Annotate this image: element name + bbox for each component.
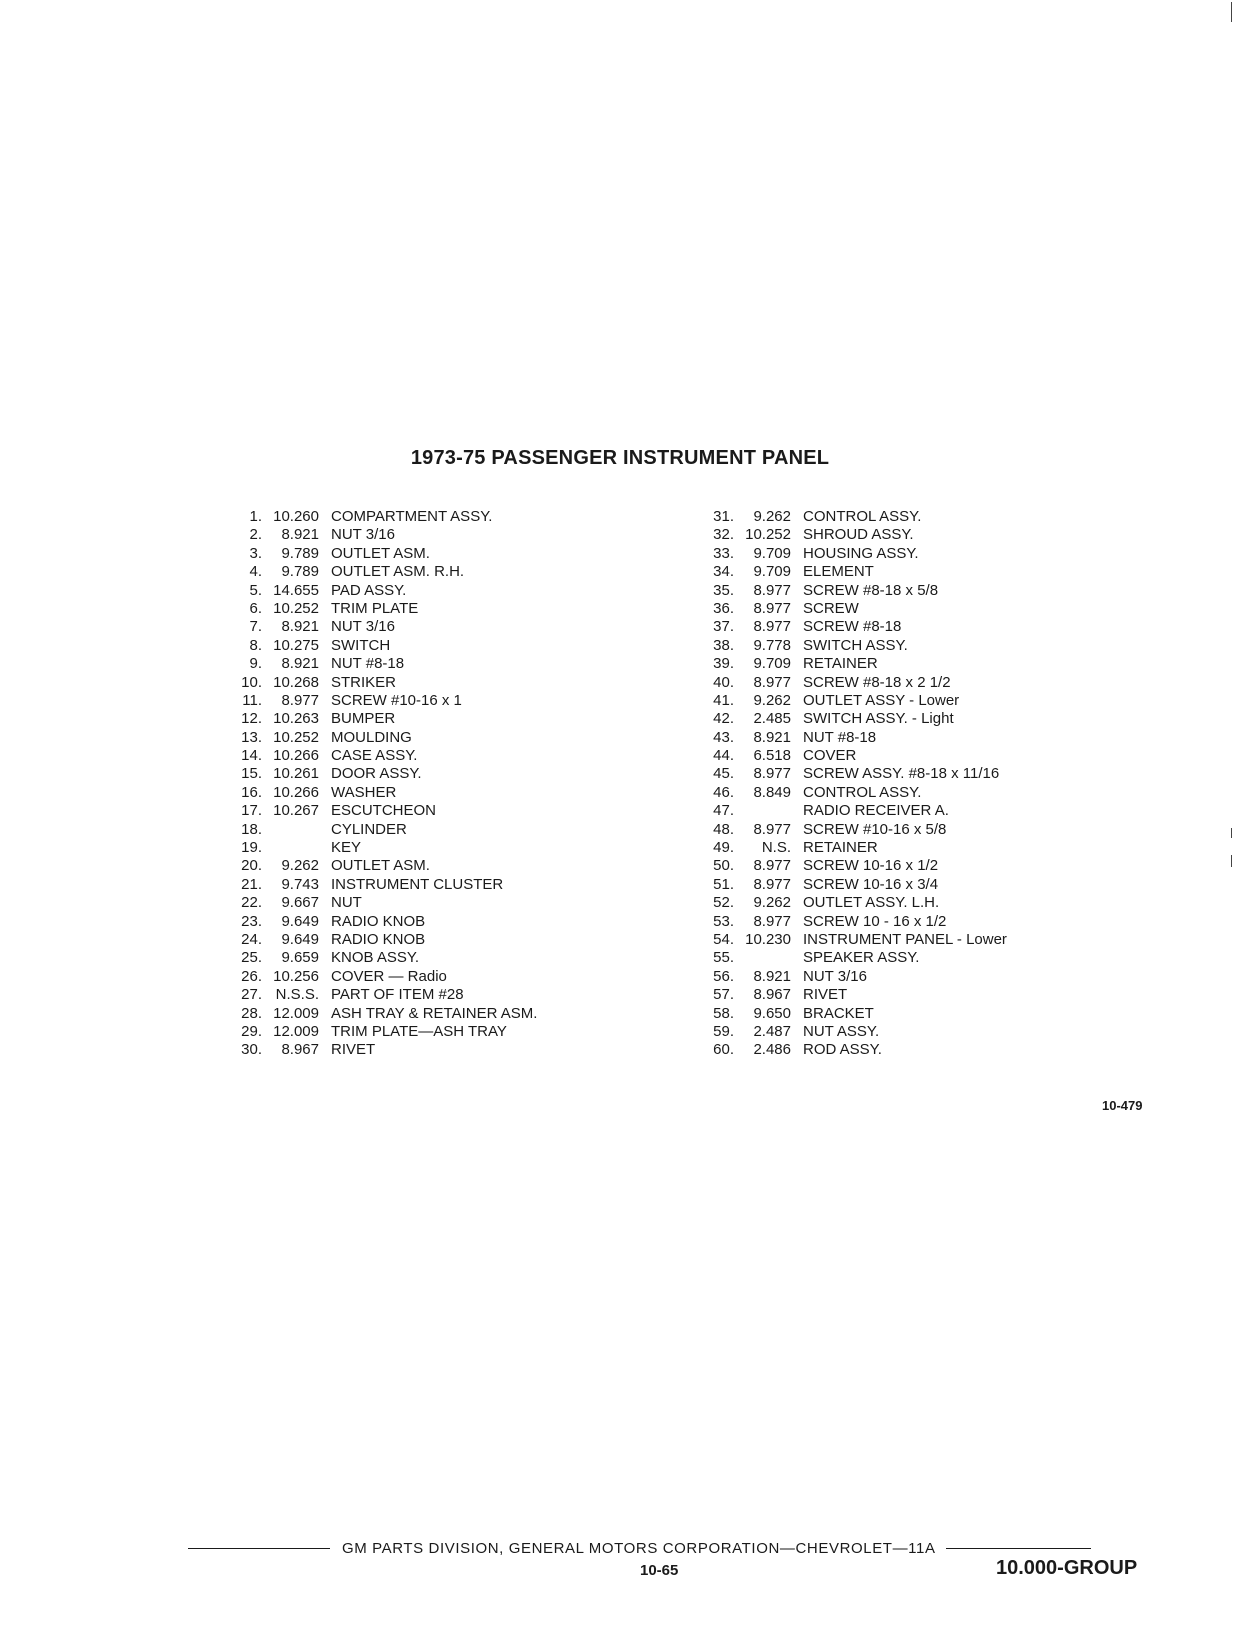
part-row xyxy=(700,710,1120,728)
part-description: PART OF ITEM #28 xyxy=(331,986,464,1004)
part-description: COMPARTMENT ASSY. xyxy=(331,508,493,525)
part-number: 37. xyxy=(713,618,734,636)
part-code xyxy=(734,949,791,967)
part-number: 28. xyxy=(241,1004,262,1022)
part-description: OUTLET ASSY - Lower xyxy=(803,691,960,709)
part-code: 9.659 xyxy=(281,949,319,967)
part-row xyxy=(700,986,1120,1004)
part-code: 8.967 xyxy=(281,1041,319,1059)
part-code: 10.266 xyxy=(273,783,319,801)
part-code: 8.921 xyxy=(281,655,319,673)
part-row xyxy=(228,931,678,949)
part-number: 40. xyxy=(713,673,734,691)
part-code: 6.518 xyxy=(753,747,791,765)
part-number: 57. xyxy=(713,986,734,1004)
scan-edge-mark xyxy=(1231,855,1232,867)
part-row xyxy=(700,600,1120,618)
part-code: 9.789 xyxy=(281,544,319,562)
part-description: SCREW #8-18 x 2 1/2 xyxy=(803,673,951,691)
part-number: 39. xyxy=(713,655,734,673)
part-code: 10.261 xyxy=(273,765,319,783)
footer-rule-right xyxy=(946,1548,1091,1550)
part-code: 9.778 xyxy=(753,636,791,654)
part-number: 23. xyxy=(241,912,262,930)
part-row xyxy=(228,894,678,912)
part-row xyxy=(700,674,1120,692)
part-description: SCREW 10-16 x 3/4 xyxy=(803,875,939,893)
part-code: 8.977 xyxy=(753,765,791,783)
part-row xyxy=(228,729,678,747)
part-number: 41. xyxy=(713,691,734,709)
part-code: 10.230 xyxy=(745,930,791,948)
part-number: 25. xyxy=(241,949,262,967)
part-code: 10.275 xyxy=(273,636,319,654)
part-description: ESCUTCHEON xyxy=(331,802,437,820)
part-number: 45. xyxy=(713,765,734,783)
part-description: SCREW 10 - 16 x 1/2 xyxy=(803,912,947,930)
scan-edge-mark xyxy=(1231,2,1232,22)
footer-rule-left xyxy=(188,1548,330,1550)
part-code xyxy=(734,802,791,820)
part-description: NUT ASSY. xyxy=(803,1022,880,1040)
part-number: 6. xyxy=(249,599,262,617)
part-number: 36. xyxy=(713,599,734,617)
part-row xyxy=(700,526,1120,544)
part-number: 54. xyxy=(713,930,734,948)
part-number: 55. xyxy=(713,949,734,967)
part-row xyxy=(228,600,678,618)
part-description: RADIO KNOB xyxy=(331,912,426,930)
part-code: 14.655 xyxy=(273,581,319,599)
part-description: CYLINDER xyxy=(331,820,407,838)
part-row xyxy=(700,931,1120,949)
part-code: 9.649 xyxy=(281,912,319,930)
group-label: 10.000-GROUP xyxy=(996,1557,1138,1579)
part-row xyxy=(700,876,1120,894)
part-description: COVER — Radio xyxy=(331,967,447,985)
part-description: RIVET xyxy=(803,986,848,1004)
part-row xyxy=(700,563,1120,581)
part-description: OUTLET ASSY. L.H. xyxy=(803,894,940,912)
part-row xyxy=(228,747,678,765)
part-number: 27. xyxy=(241,986,262,1004)
part-code: 10.252 xyxy=(273,599,319,617)
part-row xyxy=(700,1005,1120,1023)
part-number: 22. xyxy=(241,894,262,912)
part-row xyxy=(700,618,1120,636)
part-number: 49. xyxy=(713,839,734,857)
part-row xyxy=(700,913,1120,931)
part-number: 26. xyxy=(241,967,262,985)
part-row xyxy=(700,545,1120,563)
part-description: NUT #8-18 xyxy=(331,655,405,673)
part-row xyxy=(228,839,678,857)
part-code: 10.268 xyxy=(273,673,319,691)
part-row xyxy=(228,655,678,673)
part-description: ELEMENT xyxy=(803,563,874,581)
part-code: 8.977 xyxy=(753,581,791,599)
part-number: 8. xyxy=(249,636,262,654)
part-description: RADIO KNOB xyxy=(331,930,426,948)
part-description: KNOB ASSY. xyxy=(331,949,420,967)
part-row xyxy=(700,692,1120,710)
part-description: TRIM PLATE—ASH TRAY xyxy=(331,1022,507,1040)
part-code: 8.967 xyxy=(753,986,791,1004)
part-description: SCREW #8-18 x 5/8 xyxy=(803,581,939,599)
part-code xyxy=(262,821,319,839)
footer-line xyxy=(188,1540,1148,1557)
page-title: 1973-75 PASSENGER INSTRUMENT PANEL xyxy=(410,447,830,469)
part-code: 9.262 xyxy=(281,857,319,875)
part-code: 9.262 xyxy=(753,894,791,912)
part-number: 14. xyxy=(241,747,262,765)
part-number: 1. xyxy=(249,508,262,525)
part-code: 10.252 xyxy=(273,728,319,746)
part-number: 17. xyxy=(241,802,262,820)
part-code: 9.709 xyxy=(753,544,791,562)
part-row xyxy=(700,784,1120,802)
part-row xyxy=(228,986,678,1004)
part-row xyxy=(700,968,1120,986)
part-description: BUMPER xyxy=(331,710,396,728)
part-row xyxy=(228,710,678,728)
part-description: PAD ASSY. xyxy=(331,581,407,599)
part-code: 8.977 xyxy=(753,599,791,617)
part-description: WASHER xyxy=(331,783,397,801)
part-number: 7. xyxy=(249,618,262,636)
part-code: 8.921 xyxy=(753,967,791,985)
part-code: 8.977 xyxy=(753,618,791,636)
part-number: 50. xyxy=(713,857,734,875)
part-description: STRIKER xyxy=(331,673,397,691)
part-row xyxy=(228,692,678,710)
part-description: OUTLET ASM. xyxy=(331,544,430,562)
part-number: 51. xyxy=(713,875,734,893)
part-number: 18. xyxy=(241,820,262,838)
part-number: 12. xyxy=(241,710,262,728)
part-row xyxy=(228,1023,678,1041)
part-row xyxy=(228,968,678,986)
part-row xyxy=(228,876,678,894)
part-description: INSTRUMENT CLUSTER xyxy=(331,875,504,893)
part-code xyxy=(262,839,319,857)
part-row xyxy=(228,1041,678,1059)
part-description: SCREW 10-16 x 1/2 xyxy=(803,857,939,875)
part-row xyxy=(700,508,1120,526)
part-description: CONTROL ASSY. xyxy=(803,508,922,525)
part-description: COVER xyxy=(803,747,857,765)
part-code: 8.977 xyxy=(753,875,791,893)
part-code: 12.009 xyxy=(273,1004,319,1022)
part-code: 2.487 xyxy=(753,1022,791,1040)
part-row xyxy=(700,821,1120,839)
part-code: 9.743 xyxy=(281,875,319,893)
part-number: 38. xyxy=(713,636,734,654)
part-number: 58. xyxy=(713,1004,734,1022)
part-description: SCREW ASSY. #8-18 x 11/16 xyxy=(803,765,1000,783)
part-description: BRACKET xyxy=(803,1004,874,1022)
part-description: SCREW xyxy=(803,599,859,617)
part-code: 10.267 xyxy=(273,802,319,820)
part-number: 15. xyxy=(241,765,262,783)
part-row xyxy=(700,637,1120,655)
part-code: 9.667 xyxy=(281,894,319,912)
part-row xyxy=(228,508,678,526)
part-number: 9. xyxy=(249,655,262,673)
part-code: 2.485 xyxy=(753,710,791,728)
part-code: N.S. xyxy=(761,839,791,857)
part-code: 9.709 xyxy=(753,563,791,581)
part-number: 60. xyxy=(713,1041,734,1059)
part-row xyxy=(228,618,678,636)
part-number: 5. xyxy=(249,581,262,599)
part-row xyxy=(700,894,1120,912)
part-number: 52. xyxy=(713,894,734,912)
part-row xyxy=(700,582,1120,600)
part-description: HOUSING ASSY. xyxy=(803,544,919,562)
part-row xyxy=(228,802,678,820)
part-row xyxy=(700,729,1120,747)
part-row xyxy=(228,526,678,544)
part-number: 3. xyxy=(249,544,262,562)
footer-division-text: GM PARTS DIVISION, GENERAL MOTORS CORPORATION—CHEVROLET—11A xyxy=(342,1540,936,1557)
part-code: 8.921 xyxy=(753,728,791,746)
part-number: 16. xyxy=(241,783,262,801)
part-number: 21. xyxy=(241,875,262,893)
part-code: 8.921 xyxy=(281,618,319,636)
part-number: 10. xyxy=(241,673,262,691)
part-description: CASE ASSY. xyxy=(331,747,418,765)
part-description: SWITCH ASSY. - Light xyxy=(803,710,954,728)
part-row xyxy=(700,839,1120,857)
part-code: 10.263 xyxy=(273,710,319,728)
part-description: SHROUD ASSY. xyxy=(803,526,914,544)
part-row xyxy=(228,784,678,802)
part-code: 10.252 xyxy=(745,526,791,544)
part-number: 11. xyxy=(242,691,262,709)
part-code: 2.486 xyxy=(753,1041,791,1059)
part-number: 43. xyxy=(713,728,734,746)
part-number: 29. xyxy=(241,1022,262,1040)
part-code: 10.260 xyxy=(273,508,319,525)
part-number: 42. xyxy=(713,710,734,728)
part-description: ASH TRAY & RETAINER ASM. xyxy=(331,1004,538,1022)
part-number: 32. xyxy=(713,526,734,544)
part-row xyxy=(700,949,1120,967)
part-number: 19. xyxy=(241,839,262,857)
part-description: OUTLET ASM. xyxy=(331,857,430,875)
parts-list-left xyxy=(228,508,678,1060)
part-row xyxy=(700,802,1120,820)
part-code: 9.262 xyxy=(753,691,791,709)
part-number: 48. xyxy=(713,820,734,838)
part-row xyxy=(228,637,678,655)
page-number: 10-65 xyxy=(640,1562,679,1579)
part-code: 8.849 xyxy=(753,783,791,801)
part-number: 24. xyxy=(241,930,262,948)
scan-edge-mark xyxy=(1231,828,1232,838)
figure-id: 10-479 xyxy=(1102,1098,1143,1113)
part-number: 33. xyxy=(713,544,734,562)
part-description: SCREW #8-18 xyxy=(803,618,902,636)
part-row xyxy=(228,1005,678,1023)
part-number: 13. xyxy=(241,728,262,746)
part-number: 20. xyxy=(241,857,262,875)
part-code: N.S.S. xyxy=(275,986,319,1004)
parts-list-right xyxy=(700,508,1120,1060)
part-number: 31. xyxy=(713,508,734,525)
part-code: 10.256 xyxy=(273,967,319,985)
part-code: 10.266 xyxy=(273,747,319,765)
part-number: 56. xyxy=(713,967,734,985)
part-description: RADIO RECEIVER A. xyxy=(803,802,949,820)
part-description: NUT 3/16 xyxy=(331,618,395,636)
part-row xyxy=(228,545,678,563)
part-description: SCREW #10-16 x 5/8 xyxy=(803,820,947,838)
part-code: 9.650 xyxy=(753,1004,791,1022)
part-description: MOULDING xyxy=(331,728,412,746)
part-number: 53. xyxy=(713,912,734,930)
part-description: TRIM PLATE xyxy=(331,599,419,617)
part-row xyxy=(228,765,678,783)
part-row xyxy=(228,674,678,692)
part-description: DOOR ASSY. xyxy=(331,765,422,783)
part-description: NUT #8-18 xyxy=(803,728,877,746)
part-description: INSTRUMENT PANEL - Lower xyxy=(803,930,1007,948)
part-code: 8.977 xyxy=(753,857,791,875)
part-code: 9.262 xyxy=(753,508,791,525)
part-code: 8.977 xyxy=(753,673,791,691)
part-row xyxy=(228,821,678,839)
part-row xyxy=(700,765,1120,783)
part-description: OUTLET ASM. R.H. xyxy=(331,563,465,581)
part-description: NUT xyxy=(331,894,362,912)
part-row xyxy=(228,563,678,581)
part-row xyxy=(700,857,1120,875)
part-description: SPEAKER ASSY. xyxy=(803,949,920,967)
part-number: 35. xyxy=(713,581,734,599)
part-description: RIVET xyxy=(331,1041,376,1059)
part-description: SWITCH ASSY. xyxy=(803,636,908,654)
part-description: CONTROL ASSY. xyxy=(803,783,922,801)
part-description: ROD ASSY. xyxy=(803,1041,882,1059)
part-number: 4. xyxy=(249,563,262,581)
part-number: 46. xyxy=(713,783,734,801)
part-number: 2. xyxy=(249,526,262,544)
part-description: SWITCH xyxy=(331,636,391,654)
part-code: 8.977 xyxy=(753,912,791,930)
part-row xyxy=(228,913,678,931)
part-row xyxy=(228,582,678,600)
part-description: NUT 3/16 xyxy=(803,967,867,985)
part-description: RETAINER xyxy=(803,839,878,857)
part-code: 9.709 xyxy=(753,655,791,673)
part-code: 8.977 xyxy=(753,820,791,838)
part-row xyxy=(700,1023,1120,1041)
part-description: SCREW #10-16 x 1 xyxy=(331,691,462,709)
part-number: 47. xyxy=(713,802,734,820)
part-row xyxy=(700,747,1120,765)
part-code: 9.789 xyxy=(281,563,319,581)
part-row xyxy=(228,857,678,875)
part-number: 59. xyxy=(713,1022,734,1040)
part-description: RETAINER xyxy=(803,655,878,673)
part-code: 12.009 xyxy=(273,1022,319,1040)
part-description: KEY xyxy=(331,839,362,857)
part-row xyxy=(700,1041,1120,1059)
part-number: 44. xyxy=(713,747,734,765)
part-number: 34. xyxy=(713,563,734,581)
part-code: 9.649 xyxy=(281,930,319,948)
part-description: NUT 3/16 xyxy=(331,526,395,544)
part-code: 8.977 xyxy=(281,691,319,709)
part-number: 30. xyxy=(241,1041,262,1059)
part-row xyxy=(700,655,1120,673)
part-code: 8.921 xyxy=(281,526,319,544)
part-row xyxy=(228,949,678,967)
